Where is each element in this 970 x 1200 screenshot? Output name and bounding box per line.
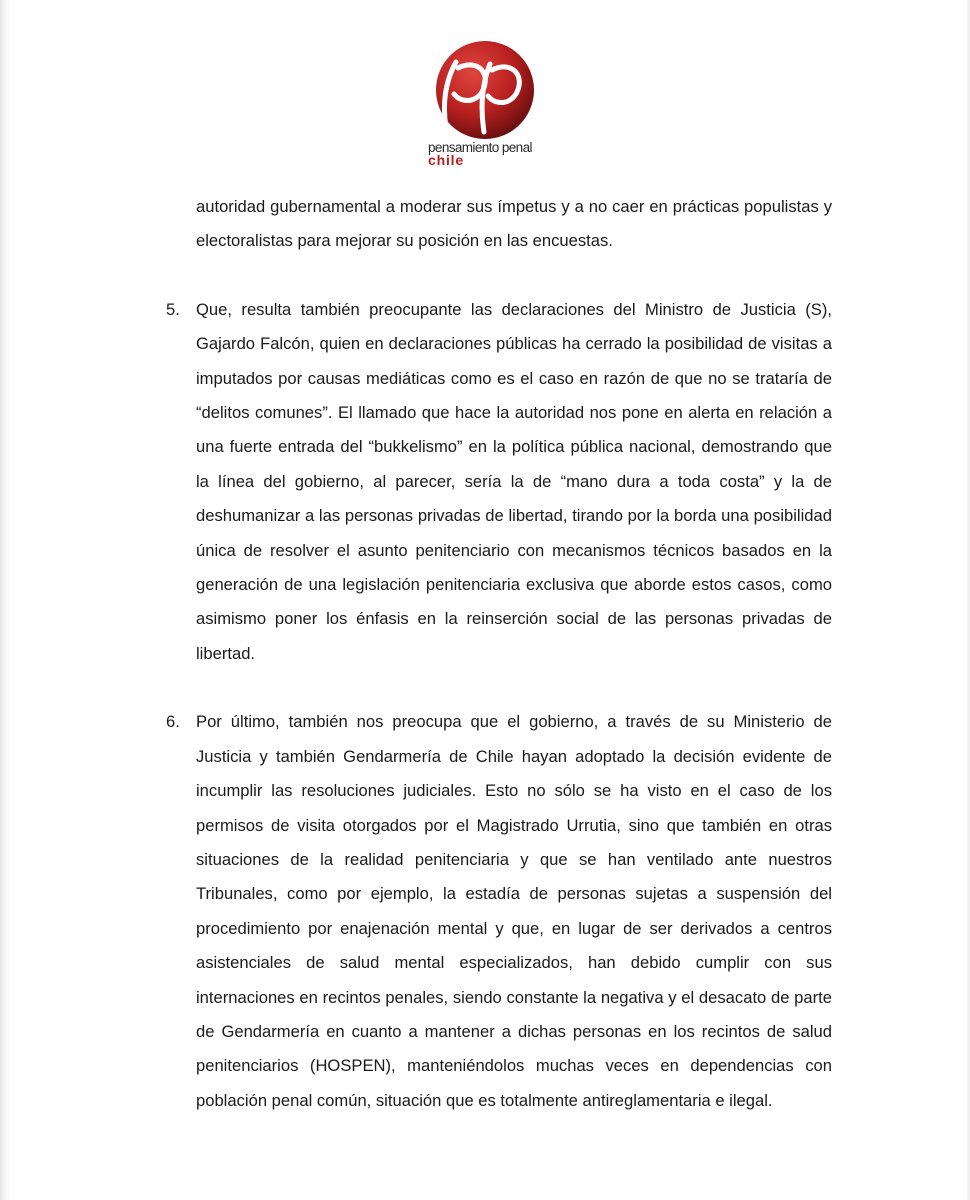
document-body: [166, 190, 832, 1118]
list-item-text: Que, resulta también preocupante las declaraciones del Ministro de Justicia (S), Gajardo Falcón, quien en declaraciones públicas ha cerrado la posibilidad de visitas a imputados por causas mediáticas como es el caso en razón de que no se trataría de “delitos comunes”. El llamado que hace la autoridad nos pone en alerta en relación a una fuerte entrada del “bukkelismo” en la política pública nacional, demostrando que la línea del gobierno, al parecer, sería la de “mano dura a toda costa” y la de deshumanizar a las personas privadas de libertad, tirando por la borda una posibilidad única de resolver el asunto penitenciario con mecanismos técnicos basados en la generación de una legislación penitenciaria exclusiva que aborde estos casos, como asimismo poner los énfasis en la reinserción social de las personas privadas de libertad.: [196, 299, 832, 663]
page-right-shadow: [966, 0, 970, 1200]
list-item: [166, 293, 832, 671]
page-left-shadow: [0, 0, 10, 1200]
organization-logo: [426, 40, 556, 172]
list-item-number: 5.: [166, 299, 180, 319]
list-item-number: 6.: [166, 712, 180, 732]
list-item: [166, 705, 832, 1118]
logo-emblem-icon: [426, 40, 556, 144]
continuation-paragraph: autoridad gubernamental a moderar sus ímpetus y a no caer en prácticas populistas y electoralistas para mejorar su posición en las encuestas.: [196, 197, 832, 251]
logo-text-primary: pensamiento penal: [428, 140, 532, 155]
logo-text-secondary: chile: [428, 152, 464, 168]
list-item-text: Por último, también nos preocupa que el gobierno, a través de su Ministerio de Justicia y también Gendarmería de Chile hayan adoptado la decisión evidente de incumplir las resoluciones judiciales. Esto no sólo se ha visto en el caso de los permisos de visita otorgados por el Magistrado Urrutia, sino que también en otras situaciones de la realidad penitenciaria y que se han ventilado ante nuestros Tribunales, como por ejemplo, la estadía de personas sujetas a suspensión del procedimiento por enajenación mental y que, en lugar de ser derivados a centros asistenciales de salud mental especializados, han debido cumplir con sus internaciones en recintos penales, siendo constante la negativa y el desacato de parte de Gendarmería en cuanto a mantener a dichas personas en los recintos de salud penitenciarios (HOSPEN), manteniéndolos muchas veces en dependencias con población penal común, situación que es totalmente antireglamentaria e ilegal.: [196, 712, 832, 1110]
